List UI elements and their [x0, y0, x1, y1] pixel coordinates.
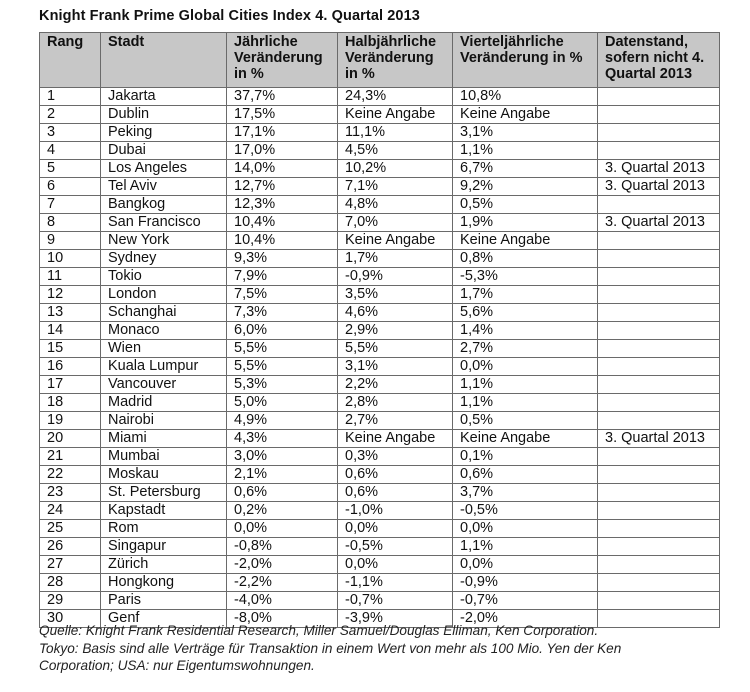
cell-halbjaehrlich: -1,0% — [338, 502, 453, 520]
cell-stadt: Mumbai — [101, 448, 227, 466]
table-row — [40, 430, 720, 448]
cell-rang: 16 — [40, 358, 101, 376]
cell-vierteljaehrlich: 1,1% — [453, 538, 598, 556]
cell-vierteljaehrlich: Keine Angabe — [453, 106, 598, 124]
cell-halbjaehrlich: 3,1% — [338, 358, 453, 376]
cell-rang: 25 — [40, 520, 101, 538]
header-datenstand: Datenstand, sofern nicht 4. Quartal 2013 — [598, 33, 720, 88]
cell-rang: 2 — [40, 106, 101, 124]
cell-datenstand — [598, 394, 720, 412]
cell-vierteljaehrlich: 2,7% — [453, 340, 598, 358]
cell-rang: 3 — [40, 124, 101, 142]
table-row — [40, 358, 720, 376]
cell-datenstand — [598, 286, 720, 304]
cell-datenstand: 3. Quartal 2013 — [598, 160, 720, 178]
cell-vierteljaehrlich: 9,2% — [453, 178, 598, 196]
cell-rang: 18 — [40, 394, 101, 412]
cell-rang: 22 — [40, 466, 101, 484]
cell-datenstand — [598, 268, 720, 286]
cell-stadt: Tokio — [101, 268, 227, 286]
footnote-tokyo: Tokyo: Basis sind alle Verträge für Transaktion in einem Wert von mehr als 100 Mio. Yen der Ken — [39, 640, 622, 656]
cell-vierteljaehrlich: 5,6% — [453, 304, 598, 322]
cell-datenstand — [598, 250, 720, 268]
table-row — [40, 538, 720, 556]
cell-datenstand — [598, 556, 720, 574]
table-row — [40, 394, 720, 412]
cell-datenstand — [598, 124, 720, 142]
cell-vierteljaehrlich: 1,7% — [453, 286, 598, 304]
cell-stadt: Bangkog — [101, 196, 227, 214]
cell-rang: 1 — [40, 88, 101, 106]
cell-datenstand — [598, 520, 720, 538]
table-row — [40, 304, 720, 322]
cell-stadt: Sydney — [101, 250, 227, 268]
cell-stadt: London — [101, 286, 227, 304]
header-stadt: Stadt — [101, 33, 227, 88]
cell-stadt: Tel Aviv — [101, 178, 227, 196]
cell-jaehrlich: 7,3% — [227, 304, 338, 322]
cell-datenstand — [598, 88, 720, 106]
cell-vierteljaehrlich: 1,1% — [453, 394, 598, 412]
table-row — [40, 196, 720, 214]
cell-datenstand — [598, 196, 720, 214]
cell-vierteljaehrlich: 0,5% — [453, 196, 598, 214]
cell-jaehrlich: 17,5% — [227, 106, 338, 124]
cell-jaehrlich: 4,9% — [227, 412, 338, 430]
cell-datenstand — [598, 574, 720, 592]
cities-index-table — [39, 32, 720, 628]
cell-datenstand: 3. Quartal 2013 — [598, 430, 720, 448]
cell-halbjaehrlich: Keine Angabe — [338, 106, 453, 124]
cell-vierteljaehrlich: Keine Angabe — [453, 232, 598, 250]
table-row — [40, 340, 720, 358]
cell-datenstand — [598, 304, 720, 322]
cell-halbjaehrlich: 3,5% — [338, 286, 453, 304]
header-halbjaehrlich: Halbjährliche Veränderung in % — [338, 33, 453, 88]
cell-jaehrlich: 7,5% — [227, 286, 338, 304]
cell-jaehrlich: 12,3% — [227, 196, 338, 214]
cell-vierteljaehrlich: 0,1% — [453, 448, 598, 466]
cell-vierteljaehrlich: -2,0% — [453, 610, 598, 628]
cell-rang: 27 — [40, 556, 101, 574]
cell-vierteljaehrlich: -5,3% — [453, 268, 598, 286]
table-row — [40, 124, 720, 142]
cell-halbjaehrlich: 0,3% — [338, 448, 453, 466]
cell-vierteljaehrlich: 0,6% — [453, 466, 598, 484]
table-row — [40, 232, 720, 250]
table-row — [40, 556, 720, 574]
cell-rang: 24 — [40, 502, 101, 520]
cell-jaehrlich: -2,2% — [227, 574, 338, 592]
cell-halbjaehrlich: Keine Angabe — [338, 232, 453, 250]
cell-halbjaehrlich: 5,5% — [338, 340, 453, 358]
cell-vierteljaehrlich: 0,5% — [453, 412, 598, 430]
cell-rang: 23 — [40, 484, 101, 502]
table-header-row — [40, 33, 720, 88]
cell-rang: 11 — [40, 268, 101, 286]
cell-stadt: Jakarta — [101, 88, 227, 106]
cell-stadt: Singapur — [101, 538, 227, 556]
cell-jaehrlich: 17,1% — [227, 124, 338, 142]
cell-vierteljaehrlich: 10,8% — [453, 88, 598, 106]
cell-jaehrlich: 6,0% — [227, 322, 338, 340]
table-row — [40, 502, 720, 520]
cell-halbjaehrlich: 2,2% — [338, 376, 453, 394]
cell-jaehrlich: 17,0% — [227, 142, 338, 160]
cell-halbjaehrlich: -0,7% — [338, 592, 453, 610]
cell-datenstand — [598, 412, 720, 430]
cell-jaehrlich: 5,3% — [227, 376, 338, 394]
cell-rang: 8 — [40, 214, 101, 232]
cell-rang: 6 — [40, 178, 101, 196]
table-body — [40, 88, 720, 628]
cell-rang: 17 — [40, 376, 101, 394]
cell-jaehrlich: 5,0% — [227, 394, 338, 412]
cell-vierteljaehrlich: 0,0% — [453, 358, 598, 376]
cell-rang: 13 — [40, 304, 101, 322]
cell-rang: 26 — [40, 538, 101, 556]
cell-halbjaehrlich: -3,9% — [338, 610, 453, 628]
cell-jaehrlich: 12,7% — [227, 178, 338, 196]
cell-rang: 4 — [40, 142, 101, 160]
table-row — [40, 466, 720, 484]
cell-jaehrlich: 10,4% — [227, 214, 338, 232]
cell-jaehrlich: -2,0% — [227, 556, 338, 574]
cell-datenstand — [598, 448, 720, 466]
header-vierteljaehrlich: Vierteljährliche Veränderung in % — [453, 33, 598, 88]
cell-stadt: Monaco — [101, 322, 227, 340]
cell-stadt: Vancouver — [101, 376, 227, 394]
cell-jaehrlich: 5,5% — [227, 358, 338, 376]
cell-rang: 21 — [40, 448, 101, 466]
table-row — [40, 520, 720, 538]
cell-halbjaehrlich: 2,7% — [338, 412, 453, 430]
cell-datenstand — [598, 340, 720, 358]
cell-stadt: New York — [101, 232, 227, 250]
cell-jaehrlich: 14,0% — [227, 160, 338, 178]
cell-halbjaehrlich: 4,8% — [338, 196, 453, 214]
table-row — [40, 88, 720, 106]
cell-stadt: Peking — [101, 124, 227, 142]
cell-halbjaehrlich: Keine Angabe — [338, 430, 453, 448]
table-row — [40, 160, 720, 178]
cell-halbjaehrlich: 4,6% — [338, 304, 453, 322]
cell-halbjaehrlich: 10,2% — [338, 160, 453, 178]
cell-datenstand — [598, 106, 720, 124]
table-row — [40, 178, 720, 196]
cell-stadt: San Francisco — [101, 214, 227, 232]
cell-stadt: Kapstadt — [101, 502, 227, 520]
cell-datenstand — [598, 484, 720, 502]
cell-datenstand: 3. Quartal 2013 — [598, 214, 720, 232]
cell-rang: 5 — [40, 160, 101, 178]
cell-jaehrlich: 0,2% — [227, 502, 338, 520]
cell-vierteljaehrlich: 6,7% — [453, 160, 598, 178]
cell-datenstand — [598, 592, 720, 610]
cell-stadt: Kuala Lumpur — [101, 358, 227, 376]
cell-datenstand — [598, 502, 720, 520]
cell-halbjaehrlich: -1,1% — [338, 574, 453, 592]
cell-halbjaehrlich: 11,1% — [338, 124, 453, 142]
cell-stadt: Nairobi — [101, 412, 227, 430]
cell-stadt: Dublin — [101, 106, 227, 124]
cell-halbjaehrlich: 0,6% — [338, 484, 453, 502]
cell-rang: 15 — [40, 340, 101, 358]
cell-stadt: Dubai — [101, 142, 227, 160]
cell-vierteljaehrlich: 0,8% — [453, 250, 598, 268]
cell-jaehrlich: 10,4% — [227, 232, 338, 250]
table-row — [40, 322, 720, 340]
cell-halbjaehrlich: -0,9% — [338, 268, 453, 286]
cell-vierteljaehrlich: 3,7% — [453, 484, 598, 502]
cell-vierteljaehrlich: 0,0% — [453, 556, 598, 574]
document-title: Knight Frank Prime Global Cities Index 4. Quartal 2013 — [39, 8, 420, 24]
footnote-source: Quelle: Knight Frank Residential Research, Miller Samuel/Douglas Elliman, Ken Corporation. — [39, 623, 599, 638]
cell-rang: 30 — [40, 610, 101, 628]
cell-vierteljaehrlich: -0,7% — [453, 592, 598, 610]
cell-jaehrlich: -4,0% — [227, 592, 338, 610]
table-row — [40, 592, 720, 610]
cell-datenstand — [598, 358, 720, 376]
cell-stadt: Zürich — [101, 556, 227, 574]
cell-datenstand — [598, 322, 720, 340]
cell-halbjaehrlich: 7,1% — [338, 178, 453, 196]
cell-halbjaehrlich: -0,5% — [338, 538, 453, 556]
cell-rang: 19 — [40, 412, 101, 430]
cell-rang: 29 — [40, 592, 101, 610]
cell-vierteljaehrlich: 1,9% — [453, 214, 598, 232]
table-row — [40, 142, 720, 160]
table-row — [40, 286, 720, 304]
cell-stadt: Rom — [101, 520, 227, 538]
cell-stadt: Wien — [101, 340, 227, 358]
cell-vierteljaehrlich: 1,1% — [453, 142, 598, 160]
cell-rang: 9 — [40, 232, 101, 250]
table-row — [40, 106, 720, 124]
cell-vierteljaehrlich: 1,1% — [453, 376, 598, 394]
cell-stadt: St. Petersburg — [101, 484, 227, 502]
table-row — [40, 574, 720, 592]
cell-jaehrlich: 3,0% — [227, 448, 338, 466]
cell-halbjaehrlich: 0,0% — [338, 520, 453, 538]
cell-stadt: Hongkong — [101, 574, 227, 592]
cell-vierteljaehrlich: 3,1% — [453, 124, 598, 142]
cell-jaehrlich: 9,3% — [227, 250, 338, 268]
cell-rang: 28 — [40, 574, 101, 592]
cell-vierteljaehrlich: 0,0% — [453, 520, 598, 538]
cell-jaehrlich: -8,0% — [227, 610, 338, 628]
cell-stadt: Miami — [101, 430, 227, 448]
cell-halbjaehrlich: 1,7% — [338, 250, 453, 268]
cell-halbjaehrlich: 0,6% — [338, 466, 453, 484]
footnote-usa: Corporation; USA: nur Eigentumswohnungen. — [39, 658, 315, 673]
header-jaehrlich: Jährliche Veränderung in % — [227, 33, 338, 88]
table-row — [40, 214, 720, 232]
cell-jaehrlich: 0,6% — [227, 484, 338, 502]
cell-vierteljaehrlich: -0,9% — [453, 574, 598, 592]
table-row — [40, 268, 720, 286]
cell-vierteljaehrlich: 1,4% — [453, 322, 598, 340]
cell-jaehrlich: 0,0% — [227, 520, 338, 538]
cell-jaehrlich: 2,1% — [227, 466, 338, 484]
cell-jaehrlich: 37,7% — [227, 88, 338, 106]
cell-halbjaehrlich: 2,8% — [338, 394, 453, 412]
table-row — [40, 250, 720, 268]
cell-vierteljaehrlich: -0,5% — [453, 502, 598, 520]
cell-datenstand — [598, 232, 720, 250]
cell-datenstand — [598, 376, 720, 394]
cell-halbjaehrlich: 2,9% — [338, 322, 453, 340]
cell-stadt: Paris — [101, 592, 227, 610]
cell-datenstand — [598, 466, 720, 484]
cell-stadt: Madrid — [101, 394, 227, 412]
cell-datenstand: 3. Quartal 2013 — [598, 178, 720, 196]
cell-jaehrlich: 4,3% — [227, 430, 338, 448]
cell-stadt: Genf — [101, 610, 227, 628]
cell-halbjaehrlich: 24,3% — [338, 88, 453, 106]
table-row — [40, 484, 720, 502]
cell-vierteljaehrlich: Keine Angabe — [453, 430, 598, 448]
cell-jaehrlich: 7,9% — [227, 268, 338, 286]
cell-datenstand — [598, 538, 720, 556]
cell-rang: 7 — [40, 196, 101, 214]
cell-rang: 12 — [40, 286, 101, 304]
cell-rang: 10 — [40, 250, 101, 268]
cell-rang: 14 — [40, 322, 101, 340]
cell-halbjaehrlich: 0,0% — [338, 556, 453, 574]
cell-halbjaehrlich: 7,0% — [338, 214, 453, 232]
cell-stadt: Los Angeles — [101, 160, 227, 178]
cell-halbjaehrlich: 4,5% — [338, 142, 453, 160]
cell-jaehrlich: 5,5% — [227, 340, 338, 358]
cell-stadt: Moskau — [101, 466, 227, 484]
footnotes — [39, 622, 729, 675]
cell-rang: 20 — [40, 430, 101, 448]
table-row — [40, 376, 720, 394]
cell-jaehrlich: -0,8% — [227, 538, 338, 556]
table-row — [40, 448, 720, 466]
cell-datenstand — [598, 142, 720, 160]
cell-stadt: Schanghai — [101, 304, 227, 322]
header-rang: Rang — [40, 33, 101, 88]
table-row — [40, 412, 720, 430]
